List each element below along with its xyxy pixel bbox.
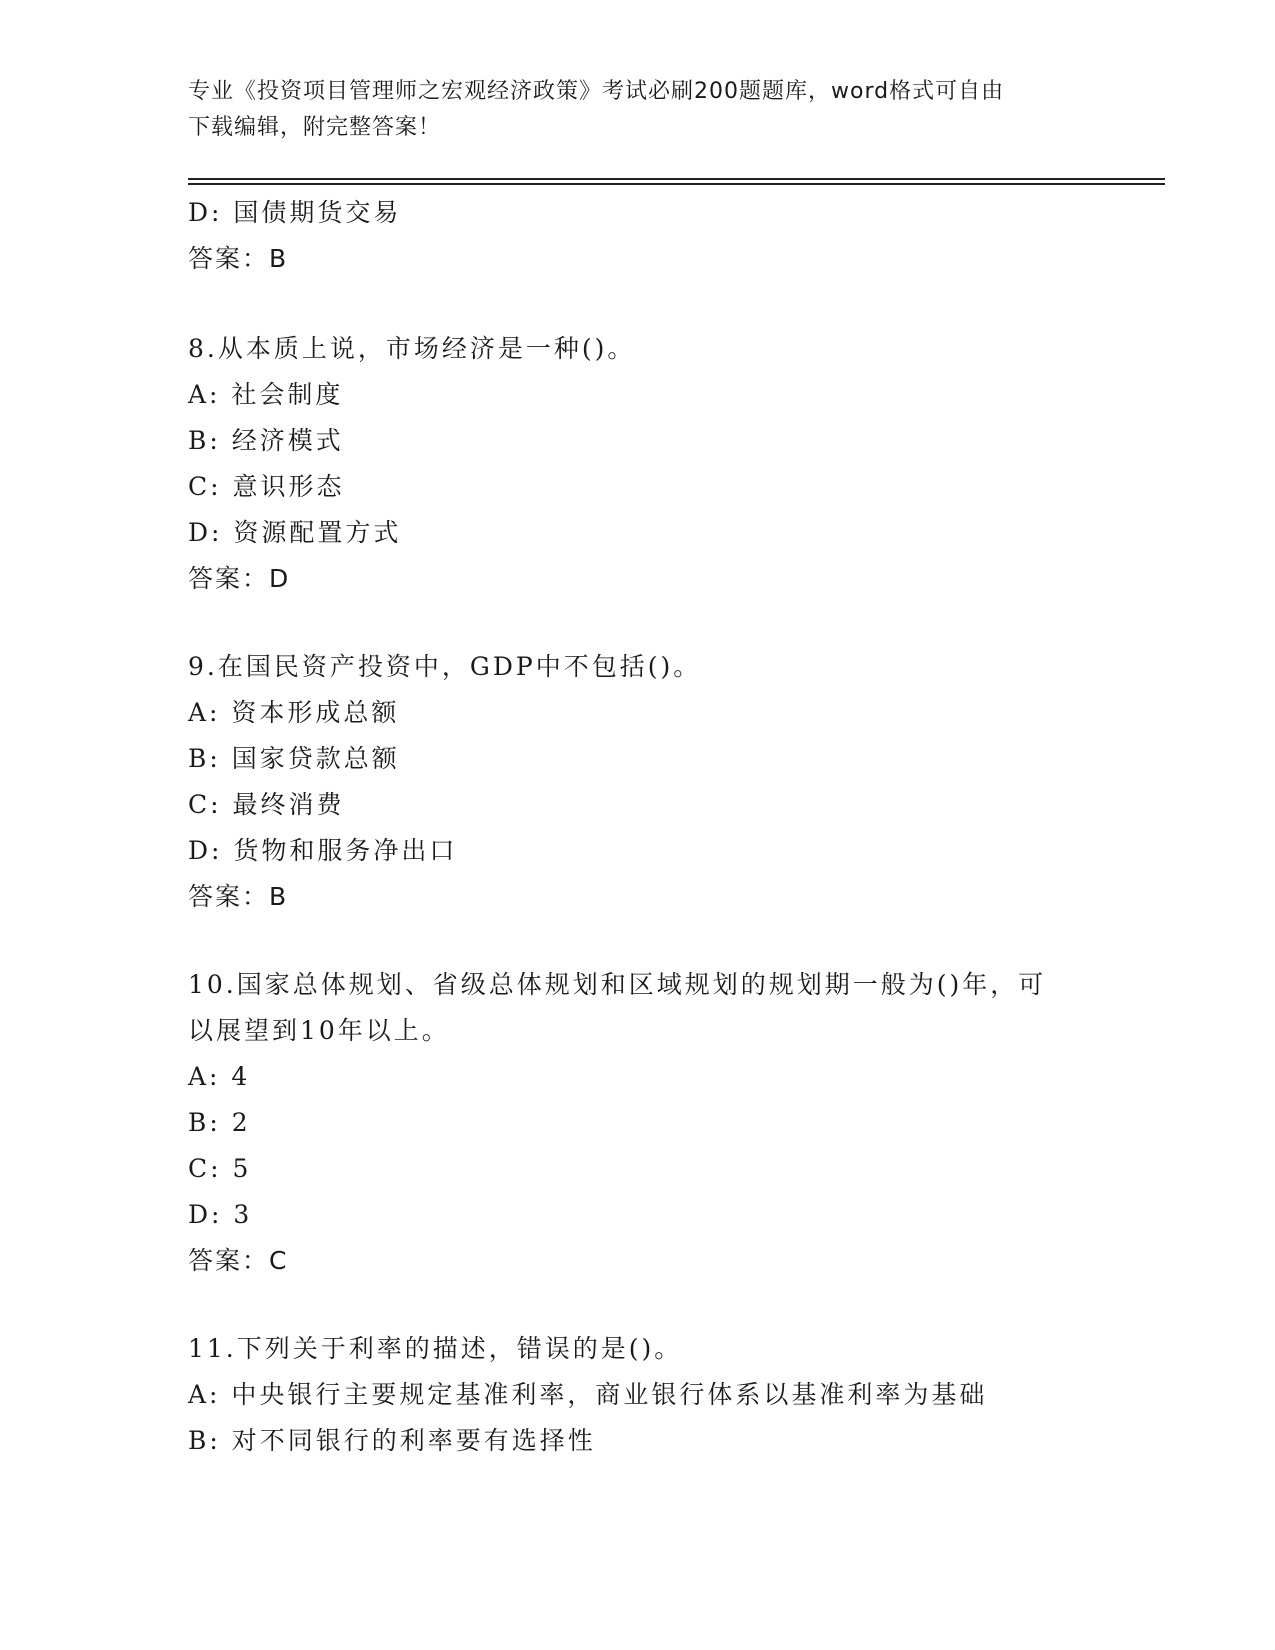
- answer: 答案：C: [188, 1246, 289, 1275]
- question-text: 11.下列关于利率的描述，错误的是()。: [188, 1334, 683, 1363]
- header-divider-top: [188, 178, 1165, 180]
- document-header: [188, 74, 1088, 146]
- question-10: [188, 962, 1088, 1284]
- option-d: D: 国债期货交易: [188, 198, 402, 227]
- question-text: 9.在国民资产投资中，GDP中不包括()。: [188, 652, 702, 681]
- option-b: B: 对不同银行的利率要有选择性: [188, 1426, 596, 1455]
- option-b: B: 2: [188, 1108, 251, 1137]
- answer: 答案：D: [188, 564, 291, 593]
- header-line-1: 专业《投资项目管理师之宏观经济政策》考试必刷200题题库，word格式可自由: [188, 79, 1005, 104]
- option-d: D: 3: [188, 1200, 253, 1229]
- question-11: [188, 1326, 1088, 1464]
- question-fragment: [188, 190, 1088, 282]
- option-a: A: 社会制度: [188, 380, 344, 409]
- option-d: D: 货物和服务净出口: [188, 836, 458, 865]
- header-line-2: 下载编辑，附完整答案！: [188, 115, 442, 140]
- question-list: [188, 190, 1088, 1464]
- question-text-line-1: 10.国家总体规划、省级总体规划和区域规划的规划期一般为()年，可: [188, 970, 1047, 999]
- header-divider-bottom: [188, 183, 1165, 185]
- question-text-line-2: 以展望到10年以上。: [188, 1016, 450, 1045]
- answer: 答案：B: [188, 882, 289, 911]
- option-c: C: 最终消费: [188, 790, 345, 819]
- option-a: A: 4: [188, 1062, 251, 1091]
- option-a: A: 资本形成总额: [188, 698, 400, 727]
- answer: 答案：B: [188, 244, 289, 273]
- option-d: D: 资源配置方式: [188, 518, 402, 547]
- question-9: [188, 644, 1088, 920]
- option-b: B: 国家贷款总额: [188, 744, 400, 773]
- question-8: [188, 326, 1088, 602]
- option-c: C: 5: [188, 1154, 252, 1183]
- option-a: A: 中央银行主要规定基准利率，商业银行体系以基准利率为基础: [188, 1380, 988, 1409]
- option-c: C: 意识形态: [188, 472, 345, 501]
- option-b: B: 经济模式: [188, 426, 344, 455]
- question-text: 8.从本质上说，市场经济是一种()。: [188, 334, 636, 363]
